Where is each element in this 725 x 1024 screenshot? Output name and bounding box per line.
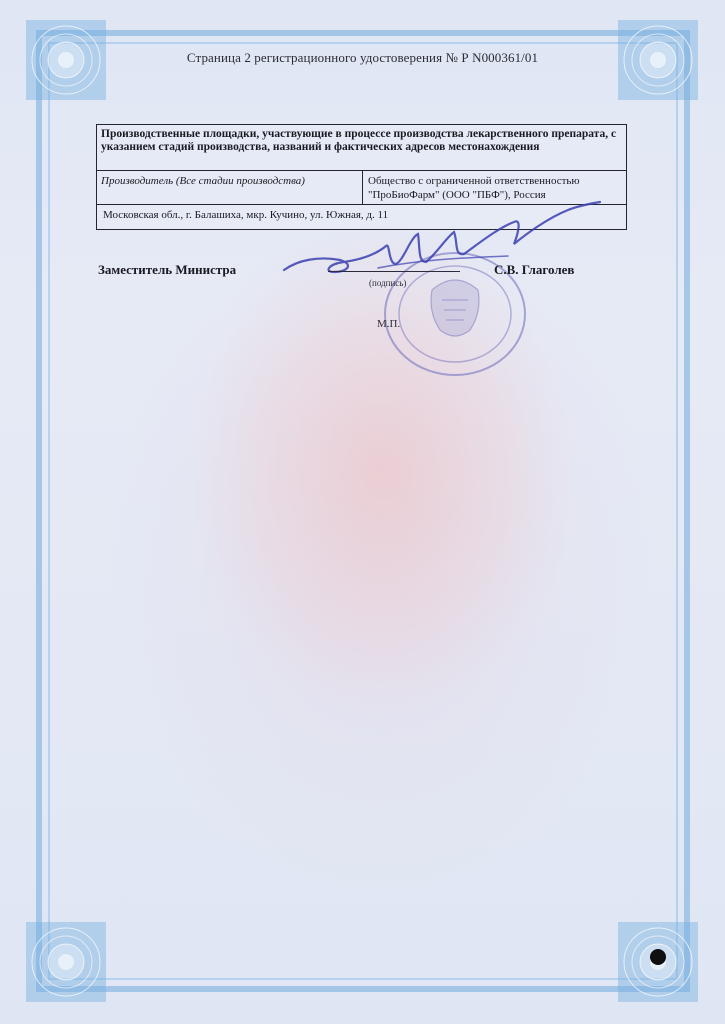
company-line-2: "ПроБиоФарм" (ООО "ПБФ"), Россия: [368, 189, 546, 201]
signature-caption: (подпись): [369, 278, 407, 288]
company-line-1: Общество с ограниченной ответственностью: [368, 175, 580, 187]
punch-hole: [650, 949, 666, 965]
table-heading: Производственные площадки, участвующие в процессе производства лекарственного препарата, с указанием стадий производства, названий и фактических адресов местонахождения: [97, 125, 626, 171]
corner-rosette-icon: [24, 920, 108, 1004]
manufacturer-role: Производитель (Все стадии производства): [97, 171, 363, 204]
signatory-name: С.В. Глаголев: [494, 262, 575, 277]
stamp-place-label: М.П.: [377, 318, 401, 330]
signatory-position: Заместитель Министра: [98, 262, 237, 277]
page-title: Страница 2 регистрационного удостоверения № Р N000361/01: [186, 50, 539, 65]
signature-line: [328, 271, 460, 272]
site-address: Московская обл., г. Балашиха, мкр. Кучино, ул. Южная, д. 11: [103, 209, 389, 221]
